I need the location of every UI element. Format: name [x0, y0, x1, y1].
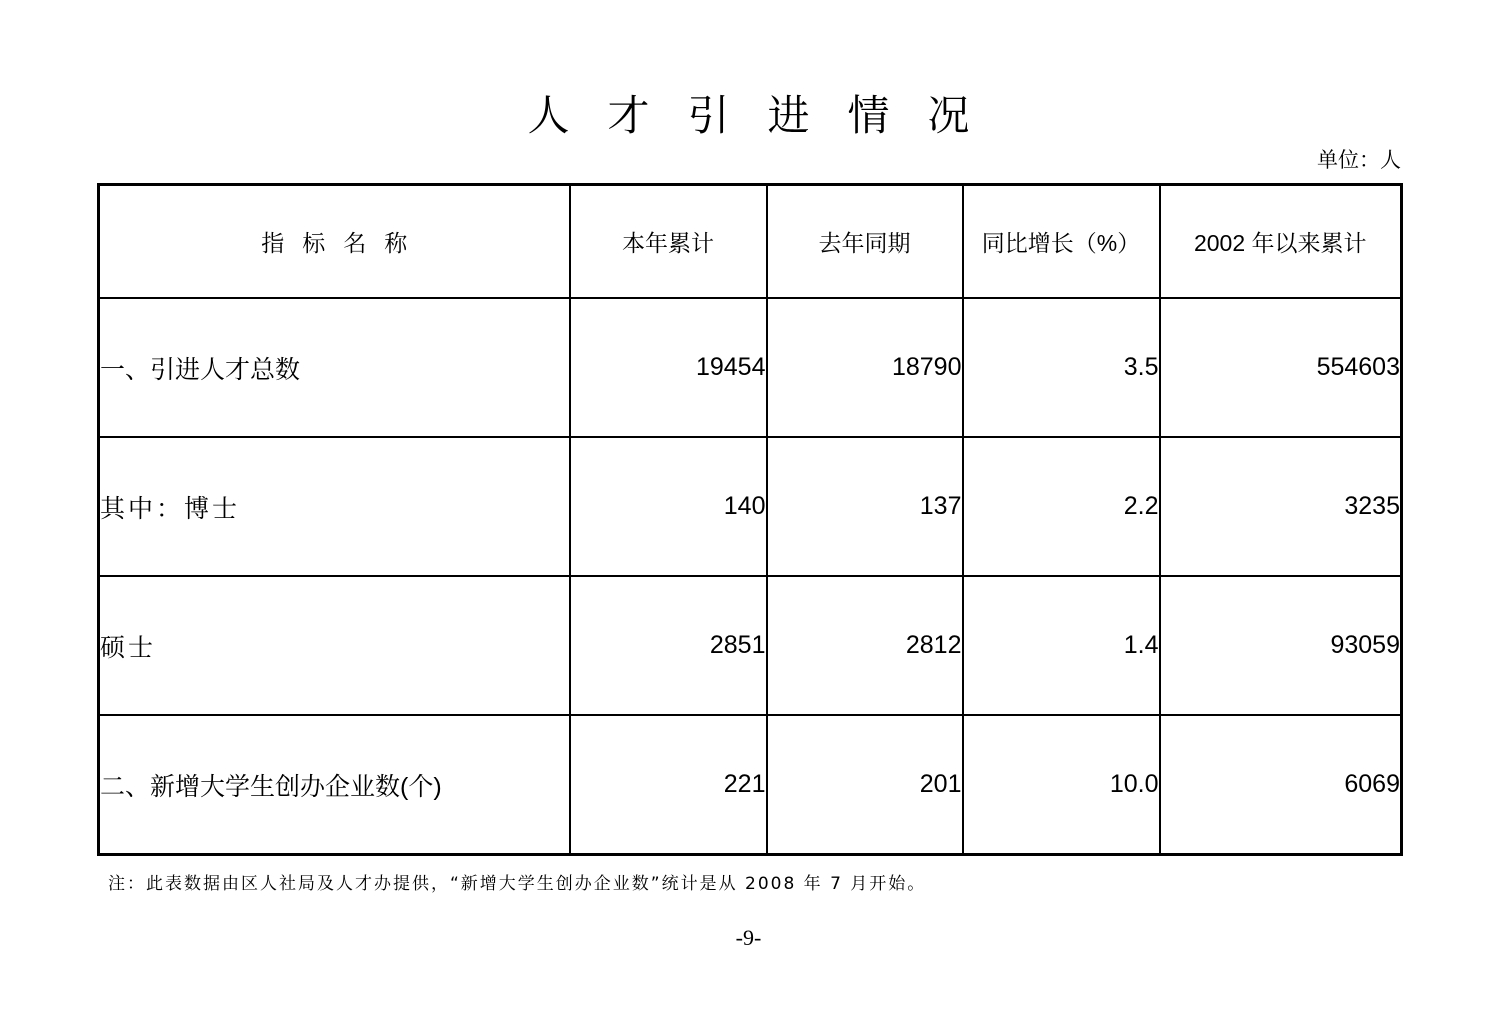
cell-current-year: 19454 — [570, 298, 767, 437]
table-footnote: 注：此表数据由区人社局及人才办提供，“新增大学生创办企业数”统计是从 2008 年 7 月开始。 — [108, 874, 927, 894]
row-label: 其中：博士 — [99, 437, 570, 576]
header-indicator-name: 指标名称 — [99, 185, 570, 299]
cell-yoy-growth: 10.0 — [963, 715, 1160, 855]
cell-yoy-growth: 3.5 — [963, 298, 1160, 437]
cell-last-year: 2812 — [767, 576, 963, 715]
talent-table — [97, 183, 1403, 856]
header-last-year-same-period: 去年同期 — [767, 185, 963, 299]
cell-current-year: 221 — [570, 715, 767, 855]
cell-last-year: 201 — [767, 715, 963, 855]
header-current-year-total: 本年累计 — [570, 185, 767, 299]
row-label: 二、新增大学生创办企业数(个) — [99, 715, 570, 855]
table-row — [99, 576, 1402, 715]
cell-cumulative: 6069 — [1160, 715, 1402, 855]
row-label: 硕士 — [99, 576, 570, 715]
table-row — [99, 437, 1402, 576]
page-title: 人才引进情况 — [527, 91, 1008, 140]
row-label: 一、引进人才总数 — [99, 298, 570, 437]
cell-last-year: 18790 — [767, 298, 963, 437]
cell-cumulative: 3235 — [1160, 437, 1402, 576]
page-number: -9- — [735, 925, 762, 950]
cell-last-year: 137 — [767, 437, 963, 576]
cell-cumulative: 554603 — [1160, 298, 1402, 437]
table-row — [99, 715, 1402, 855]
unit-label: 单位：人 — [1317, 148, 1401, 172]
header-yoy-growth: 同比增长（%） — [963, 185, 1160, 299]
cell-cumulative: 93059 — [1160, 576, 1402, 715]
cell-current-year: 2851 — [570, 576, 767, 715]
table-row — [99, 298, 1402, 437]
header-cumulative-since-2002: 2002 年以来累计 — [1160, 185, 1402, 299]
cell-yoy-growth: 2.2 — [963, 437, 1160, 576]
cell-current-year: 140 — [570, 437, 767, 576]
table-header-row — [99, 185, 1402, 299]
cell-yoy-growth: 1.4 — [963, 576, 1160, 715]
